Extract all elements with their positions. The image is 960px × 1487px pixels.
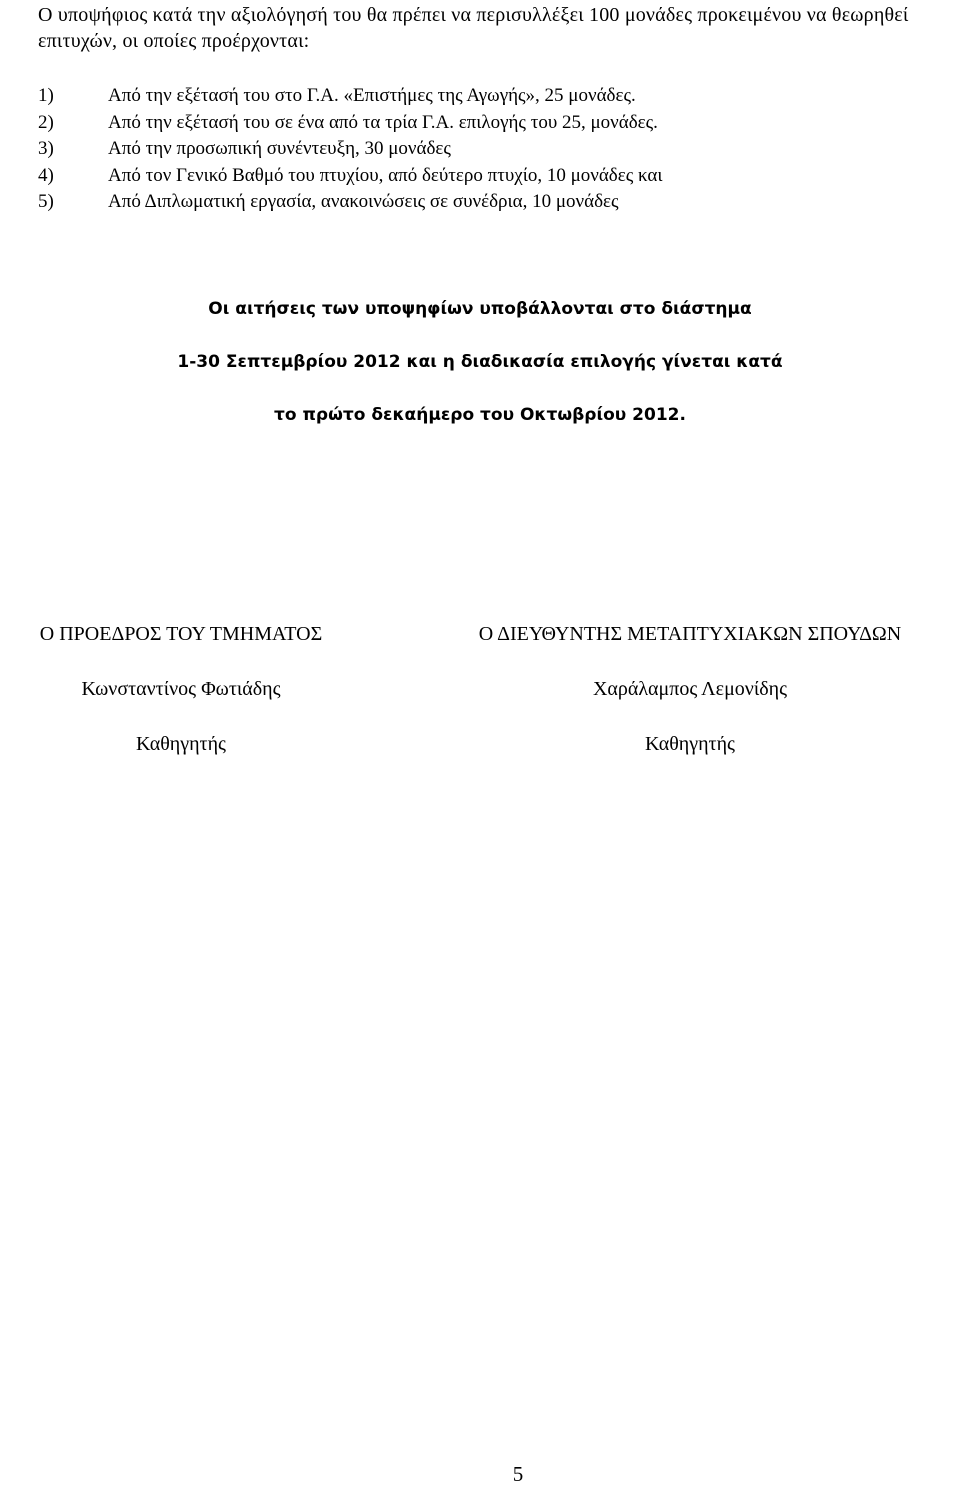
signature-role: Καθηγητής [645, 733, 735, 755]
intro-paragraph: Ο υποψήφιος κατά την αξιολόγησή του θα πρέπει να περισυλλέξει 100 μονάδες προκειμένου να θεωρηθεί επιτυχών, οι οποίες προέρχονται: [38, 4, 909, 52]
criteria-item-text: Από την εξέτασή του στο Γ.Α. «Επιστήμες της Αγωγής», 25 μονάδες. [108, 85, 636, 106]
criteria-item-text: Από την εξέτασή του σε ένα από τα τρία Γ.Α. επιλογής του 25, μονάδες. [108, 111, 658, 133]
signature-block-chairman [0, 620, 362, 758]
signature-role: Καθηγητής [136, 733, 226, 755]
signature-title: Ο ΠΡΟΕΔΡΟΣ ΤΟΥ ΤΜΗΜΑΤΟΣ [39, 623, 323, 645]
criteria-item [38, 163, 938, 190]
criteria-item-text: Από τον Γενικό Βαθμό του πτυχίου, από δεύτερο πτυχίο, 10 μονάδες και [108, 164, 663, 186]
signature-block-director [420, 620, 960, 758]
criteria-item [38, 83, 938, 110]
criteria-item-number: 2) [38, 111, 54, 133]
notice-line-3: το πρώτο δεκαήμερο του Οκτωβρίου 2012. [274, 405, 686, 425]
criteria-item-number: 4) [38, 164, 54, 186]
page-number: 5 [512, 1462, 524, 1486]
criteria-list [38, 83, 938, 216]
criteria-item [38, 189, 938, 216]
criteria-item-number: 1) [38, 85, 54, 106]
criteria-item [38, 110, 938, 137]
signature-name: Χαράλαμπος Λεμονίδης [592, 678, 788, 700]
criteria-item [38, 136, 938, 163]
signature-name: Κωνσταντίνος Φωτιάδης [81, 678, 281, 700]
signature-title: Ο ΔΙΕΥΘΥΝΤΗΣ ΜΕΤΑΠΤΥΧΙΑΚΩΝ ΣΠΟΥΔΩΝ [478, 623, 902, 645]
notice-line-2: 1-30 Σεπτεμβρίου 2012 και η διαδικασία επιλογής γίνεται κατά [177, 352, 783, 372]
notice-line-1: Οι αιτήσεις των υποψηφίων υποβάλλονται στο διάστημα [208, 299, 752, 319]
criteria-item-number: 3) [38, 138, 54, 159]
criteria-item-number: 5) [38, 191, 54, 212]
application-notice [0, 296, 960, 455]
criteria-item-text: Από την προσωπική συνέντευξη, 30 μονάδες [108, 138, 451, 159]
criteria-item-text: Από Διπλωματική εργασία, ανακοινώσεις σε συνέδρια, 10 μονάδες [108, 191, 619, 212]
